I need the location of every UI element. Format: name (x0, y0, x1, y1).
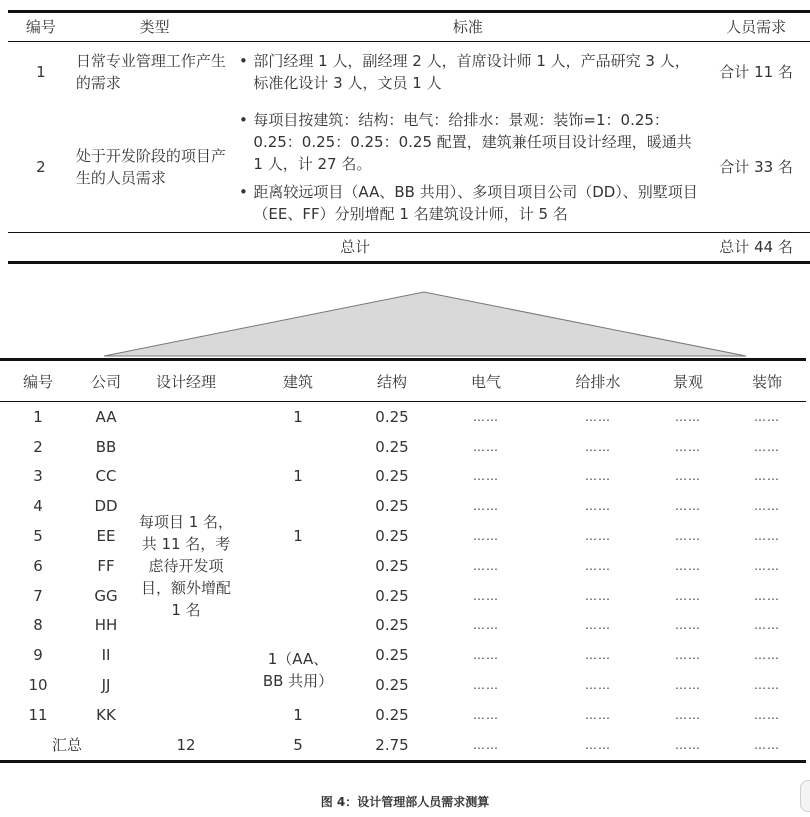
cell-landscape: …… (675, 499, 701, 514)
header-design-manager: 设计经理 (136, 360, 236, 402)
cell-architecture: 1（AA、BB 共用） (262, 650, 334, 691)
summary-plumbing: …… (548, 730, 648, 762)
cell-manager-empty (136, 640, 236, 729)
cell-no: 2 (33, 437, 43, 456)
cell-structure: 0.25 (375, 497, 409, 516)
header-decoration: 装饰 (728, 360, 806, 402)
header-no: 编号 (0, 360, 76, 402)
cell-electrical: …… (473, 618, 499, 633)
cell-decoration: …… (754, 439, 780, 454)
table-row (0, 640, 806, 670)
cell-structure: 0.25 (375, 646, 409, 665)
row-no: 1 (36, 63, 46, 81)
total-label: 总计 (8, 233, 702, 263)
scroll-handle[interactable] (800, 780, 810, 812)
figure-caption: 图 4：设计管理部人员需求测算 (320, 795, 490, 809)
cell-architecture: 1 (293, 527, 303, 546)
cell-decoration: …… (754, 558, 780, 573)
header-company: 公司 (76, 360, 136, 402)
table-row (0, 581, 806, 611)
cell-architecture: 1 (293, 467, 303, 486)
cell-no: 10 (28, 676, 48, 695)
cell-landscape: …… (675, 558, 701, 573)
cell-manager-note: 每项目 1 名，共 11 名，考虑待开发项目，额外增配 1 名 (138, 512, 234, 619)
cell-decoration: …… (754, 678, 780, 693)
cell-decoration: …… (754, 648, 780, 663)
row-standard (233, 102, 702, 233)
cell-company: BB (95, 437, 117, 456)
cell-structure: 0.25 (375, 407, 409, 426)
summary-manager: 12 (136, 730, 236, 762)
header-structure: 结构 (360, 360, 424, 402)
cell-company: CC (95, 467, 117, 486)
table-row (0, 551, 806, 581)
row-need: 合计 33 名 (702, 102, 810, 233)
cell-plumbing: …… (585, 469, 611, 484)
cell-electrical: …… (473, 707, 499, 722)
row-need: 合计 11 名 (719, 63, 793, 81)
cell-plumbing: …… (585, 409, 611, 424)
cell-landscape: …… (675, 618, 701, 633)
cell-structure: 0.25 (375, 616, 409, 635)
staffing-standards-table (8, 10, 810, 264)
cell-electrical: …… (473, 409, 499, 424)
header-landscape: 景观 (648, 360, 728, 402)
project-staffing-table (0, 358, 806, 763)
cell-electrical: …… (473, 558, 499, 573)
cell-no: 6 (33, 556, 43, 575)
cell-no: 3 (33, 467, 43, 486)
cell-plumbing: …… (585, 618, 611, 633)
cell-architecture: 1 (293, 705, 303, 724)
row-no: 2 (8, 102, 74, 233)
cell-company: KK (96, 705, 116, 724)
cell-landscape: …… (675, 469, 701, 484)
cell-company: AA (95, 407, 117, 426)
cell-landscape: …… (675, 529, 701, 544)
cell-no: 8 (33, 616, 43, 635)
header-electrical: 电气 (424, 360, 548, 402)
cell-plumbing: …… (585, 707, 611, 722)
cell-company: FF (97, 556, 115, 575)
table-row (0, 491, 806, 521)
summary-structure: 2.75 (360, 730, 424, 762)
summary-electrical: …… (424, 730, 548, 762)
summary-architecture: 5 (236, 730, 360, 762)
cell-plumbing: …… (585, 588, 611, 603)
cell-decoration: …… (754, 707, 780, 722)
table-row (0, 462, 806, 492)
cell-no: 11 (28, 705, 48, 724)
bullet-icon: • (238, 183, 248, 201)
table-header-row (0, 360, 806, 402)
cell-landscape: …… (675, 707, 701, 722)
cell-no: 7 (33, 586, 43, 605)
cell-structure: 0.25 (375, 556, 409, 575)
table-row (0, 700, 806, 730)
cell-decoration: …… (754, 588, 780, 603)
cell-architecture (236, 581, 360, 641)
cell-electrical: …… (473, 678, 499, 693)
cell-structure: 0.25 (375, 527, 409, 546)
cell-electrical: …… (473, 499, 499, 514)
summary-label: 汇总 (0, 730, 136, 762)
cell-plumbing: …… (585, 529, 611, 544)
standard-text: 部门经理 1 人，副经理 2 人，首席设计师 1 人，产品研究 3 人，标准化设计 3 人，文员 1 人 (253, 52, 690, 92)
header-architecture: 建筑 (236, 360, 360, 402)
cell-decoration: …… (754, 409, 780, 424)
cell-landscape: …… (675, 648, 701, 663)
cell-no: 1 (33, 407, 43, 426)
row-standard (233, 42, 702, 103)
cell-manager-empty (136, 402, 236, 492)
cell-decoration: …… (754, 499, 780, 514)
cell-architecture (236, 432, 360, 462)
header-standard: 标准 (233, 12, 702, 42)
header-need: 人员需求 (702, 12, 810, 42)
cell-electrical: …… (473, 529, 499, 544)
cell-company: JJ (101, 676, 111, 695)
expansion-triangle-icon (0, 288, 810, 360)
header-plumbing: 给排水 (548, 360, 648, 402)
cell-company: GG (94, 586, 118, 605)
cell-structure: 0.25 (375, 676, 409, 695)
total-row (8, 233, 810, 263)
cell-no: 4 (33, 497, 43, 516)
table-row (0, 521, 806, 551)
cell-company: EE (96, 527, 116, 546)
table-row (0, 432, 806, 462)
cell-company: II (101, 646, 111, 665)
table-row (8, 42, 810, 103)
row-type: 日常专业管理工作产生的需求 (75, 52, 226, 92)
summary-row (0, 730, 806, 762)
table-row (8, 102, 810, 233)
cell-structure: 0.25 (375, 437, 409, 456)
cell-structure: 0.25 (375, 586, 409, 605)
cell-landscape: …… (675, 409, 701, 424)
cell-company: HH (94, 616, 118, 635)
table-row (0, 611, 806, 641)
standard-text: 每项目按建筑：结构：电气：给排水：景观：装饰=1：0.25：0.25：0.25：0.25：0.25 配置，建筑兼任项目设计经理，暖通共 1 人，计 27 名。 (253, 111, 692, 173)
cell-electrical: …… (473, 588, 499, 603)
cell-plumbing: …… (585, 439, 611, 454)
cell-electrical: …… (473, 469, 499, 484)
cell-plumbing: …… (585, 678, 611, 693)
cell-landscape: …… (675, 678, 701, 693)
cell-decoration: …… (754, 618, 780, 633)
standard-text: 距离较远项目（AA、BB 共用）、多项目项目公司（DD）、别墅项目（EE、FF）分别增配 1 名建筑设计师，计 5 名 (253, 183, 698, 223)
cell-decoration: …… (754, 469, 780, 484)
cell-decoration: …… (754, 529, 780, 544)
cell-electrical: …… (473, 648, 499, 663)
cell-landscape: …… (675, 588, 701, 603)
header-no: 编号 (8, 12, 74, 42)
table-row (0, 402, 806, 432)
cell-structure: 0.25 (375, 705, 409, 724)
bullet-icon: • (238, 111, 248, 129)
cell-plumbing: …… (585, 499, 611, 514)
table-header-row (8, 12, 810, 42)
summary-landscape: …… (648, 730, 728, 762)
cell-landscape: …… (675, 439, 701, 454)
cell-electrical: …… (473, 439, 499, 454)
table-row (0, 670, 806, 700)
cell-no: 5 (33, 527, 43, 546)
cell-plumbing: …… (585, 558, 611, 573)
summary-decoration: …… (728, 730, 806, 762)
cell-no: 9 (33, 646, 43, 665)
cell-structure: 0.25 (375, 467, 409, 486)
total-value: 总计 44 名 (702, 233, 810, 263)
cell-architecture: 1 (293, 407, 303, 426)
cell-plumbing: …… (585, 648, 611, 663)
row-type: 处于开发阶段的项目产生的人员需求 (74, 102, 234, 233)
cell-company: DD (94, 497, 118, 516)
header-type: 类型 (74, 12, 234, 42)
bullet-icon: • (238, 52, 248, 70)
